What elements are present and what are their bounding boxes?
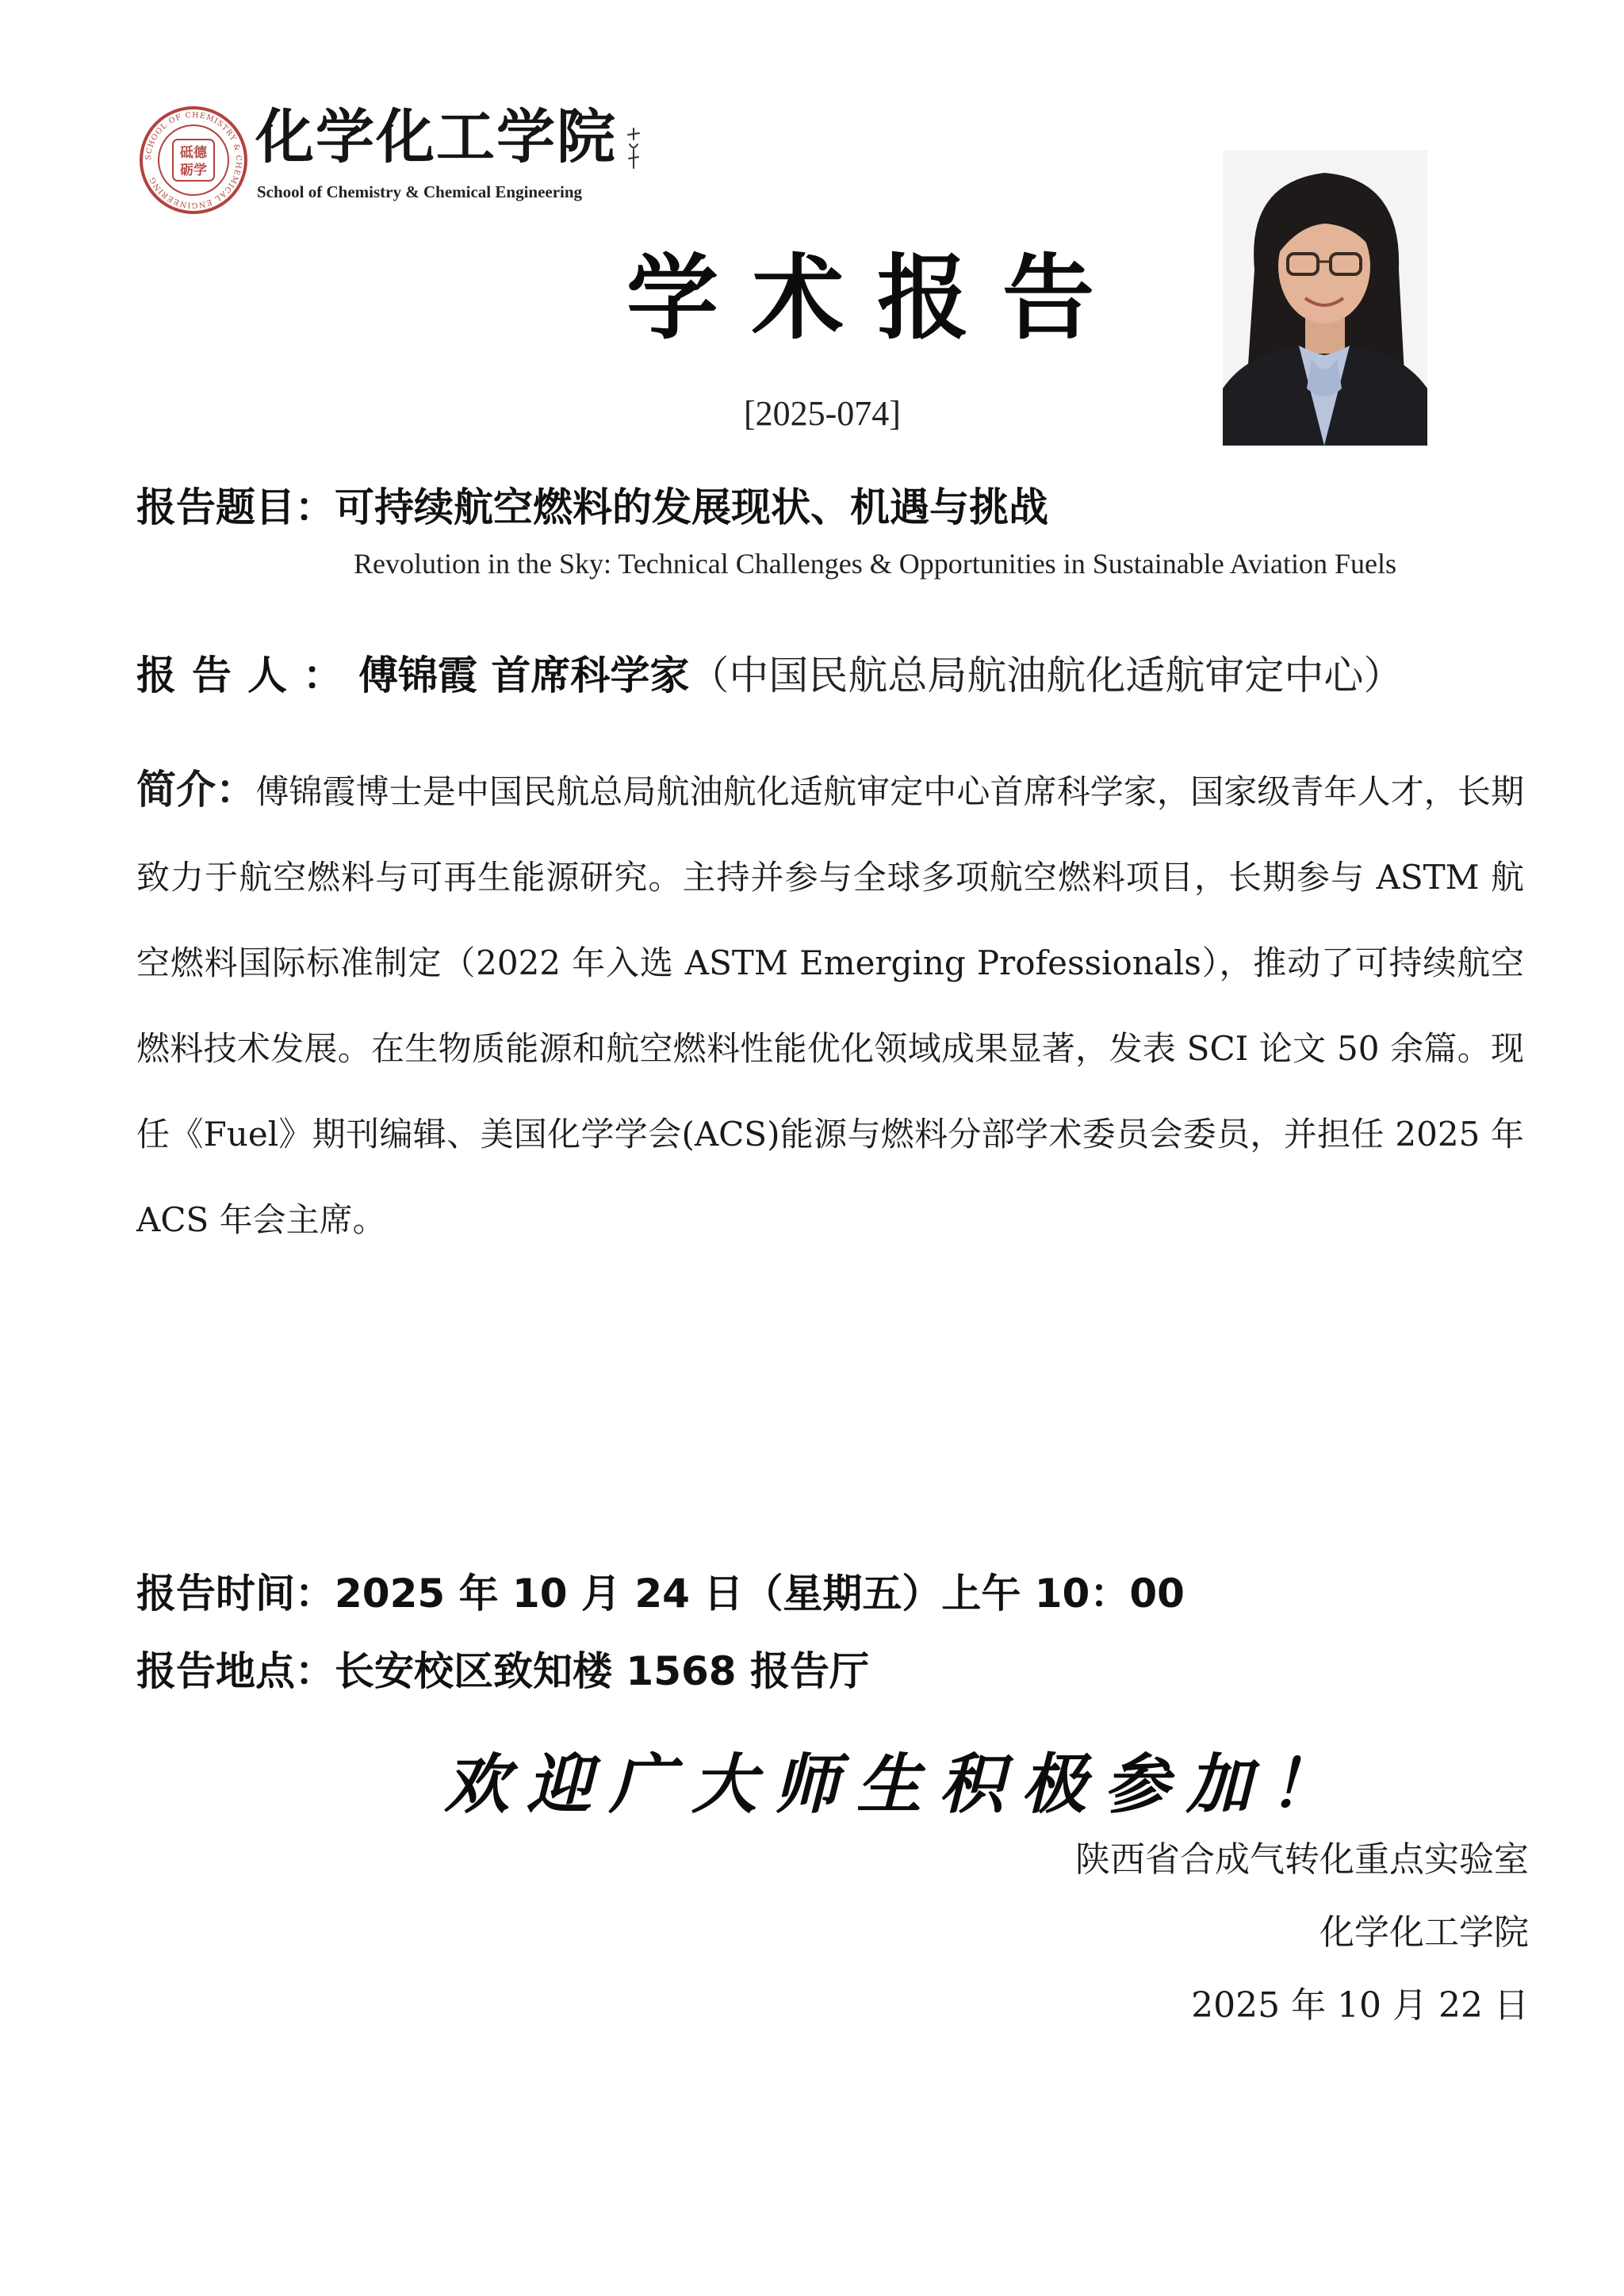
speaker-label: 报告人： [136, 652, 358, 698]
calligraphy-signature-icon [625, 127, 642, 171]
signature-date: 2025 年 10 月 22 日 [1191, 1985, 1529, 2026]
speaker-name: 傅锦霞 首席科学家 [358, 652, 690, 698]
speaker-intro [136, 747, 1524, 1263]
svg-text:砺学: 砺学 [180, 163, 207, 178]
intro-label: 简介： [136, 767, 256, 813]
speaker-photo-image [1223, 151, 1427, 446]
intro-text: 傅锦霞博士是中国民航总局航油航化适航审定中心首席科学家，国家级青年人才，长期致力于航空燃料与可再生能源研究。主持并参与全球多项航空燃料项目，长期参与 ASTM 航空燃料国际标准制定（2022 年入选 ASTM Emerging Professionals），推动了可持续航空燃料技术发展。在生物质能源和航空燃料性能优化领域成果显著，发表 SCI 论文 50 余篇。现任《Fuel》期刊编辑、美国化学学会(ACS)能源与燃料分部学术委员会委员，并担任 2025 年 ACS 年会主席。 [136, 772, 1525, 1239]
signature-org-lab: 陕西省合成气转化重点实验室 [1075, 1839, 1529, 1880]
speaker-affiliation: （中国民航总局航油航化适航审定中心） [689, 652, 1404, 698]
place-value: 长安校区致知楼 1568 报告厅 [335, 1648, 869, 1694]
topic-title-en: Revolution in the Sky: Technical Challenges & Opportunities in Sustainable Aviation Fuels [354, 548, 1397, 580]
signature-org-school: 化学化工学院 [1320, 1912, 1529, 1953]
topic-label: 报告题目： [136, 484, 335, 530]
speaker-row [136, 644, 1403, 701]
school-name-en: School of Chemistry & Chemical Engineering [257, 182, 583, 201]
school-logo [138, 103, 645, 214]
time-row [136, 1562, 1185, 1619]
time-label: 报告时间： [136, 1571, 335, 1617]
topic-title-cn: 可持续航空燃料的发展现状、机遇与挑战 [335, 484, 1048, 530]
document-number: [2025-074] [744, 394, 901, 433]
place-row [136, 1640, 869, 1697]
svg-text:砥德: 砥德 [180, 145, 207, 161]
time-value: 2025 年 10 月 24 日（星期五）上午 10：00 [335, 1571, 1185, 1617]
svg-text:SCHOOL OF CHEMISTRY & CHEMICAL: SCHOOL OF CHEMISTRY & CHEMICAL ENGINEERING [144, 110, 243, 210]
place-label: 报告地点： [136, 1648, 335, 1694]
school-name-cn: 化学化工学院 [255, 103, 617, 171]
topic-row [136, 476, 1048, 533]
speaker-portrait [1223, 151, 1427, 446]
welcome-message: 欢迎广大师生积极参加！ [444, 1747, 1351, 1823]
school-seal-icon [138, 105, 249, 216]
signature-block [1075, 1823, 1529, 2042]
document-title: 学术报告 [626, 244, 1128, 352]
